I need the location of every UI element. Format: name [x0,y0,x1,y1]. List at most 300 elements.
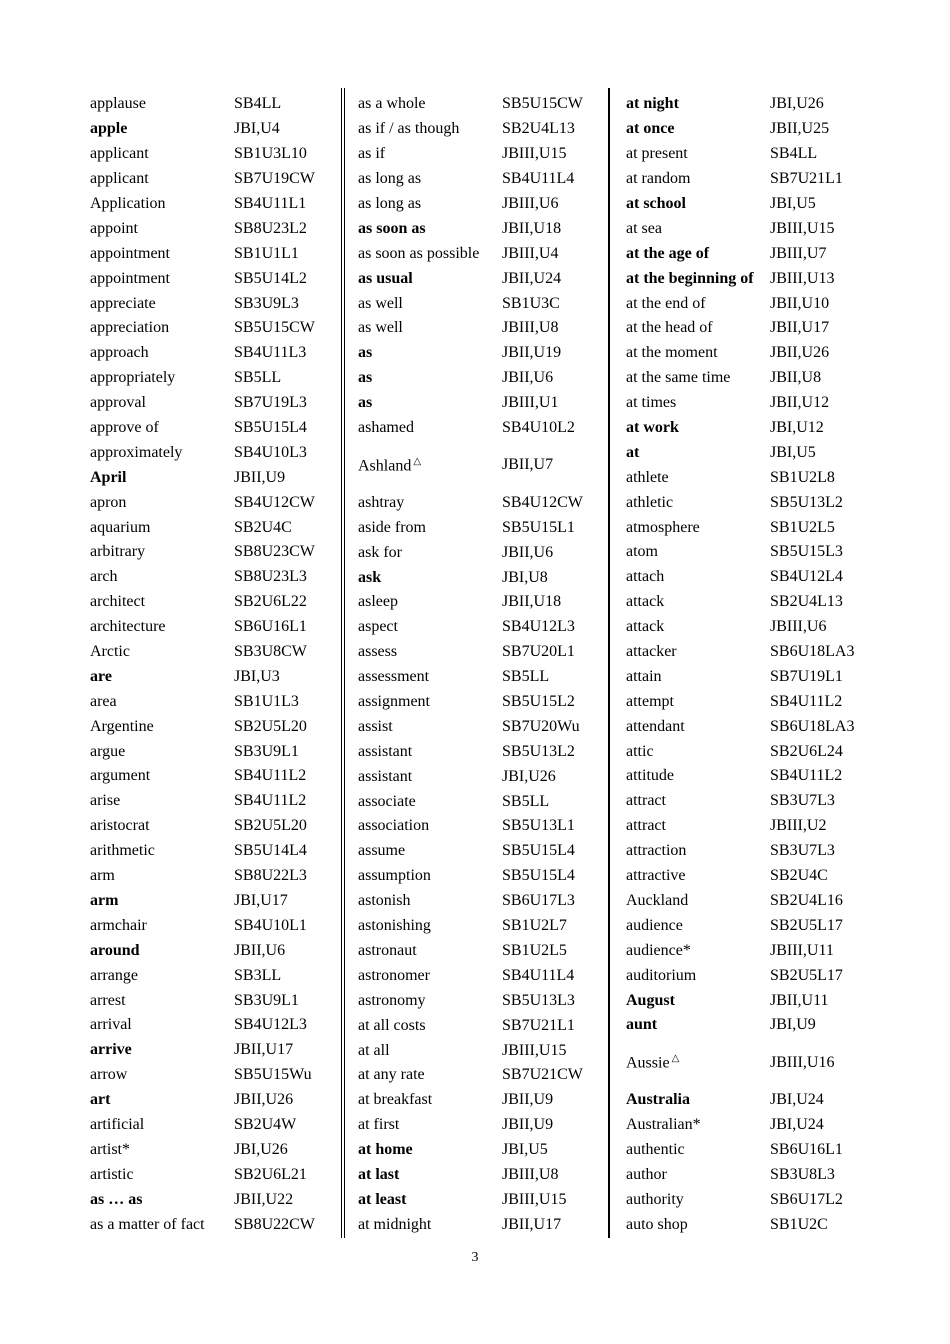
vocab-entry [90,117,335,142]
vocab-code: JBII,U6 [502,369,554,387]
vocab-code: JBI,U24 [770,1116,824,1134]
vocab-entry [626,689,871,714]
vocab-code: JBI,U5 [770,195,816,212]
vocab-word: attraction [626,842,687,860]
vocab-word: as long as [358,195,422,212]
vocab-word: architect [90,593,146,611]
vocab-entry [90,1088,335,1113]
vocab-word: at sea [626,219,662,237]
vocab-code: JBIII,U8 [502,319,559,337]
vocab-word: applicant [90,145,149,163]
vocab-code: SB5U13L2 [502,742,575,760]
vocab-word: aspect [358,618,398,636]
vocab-code: SB4U11L2 [234,792,307,810]
vocab-word: as soon as possible [358,244,480,262]
vocab-code: JBIII,U11 [770,941,834,959]
page-number: 3 [471,1250,479,1265]
vocab-entry [90,1013,335,1038]
vocab-word: August [626,991,675,1009]
vocab-word: at the beginning of [626,269,754,287]
vocab-entry [90,1212,335,1237]
vocab-code: JBII,U7 [502,456,554,474]
vocab-word: at work [626,419,679,437]
vocab-word: as long as [358,170,422,188]
vocab-code: SB4U12L3 [502,618,575,636]
vocab-code: SB2U6L21 [234,1165,307,1183]
vocab-entry [358,1038,603,1063]
vocab-entry [90,366,335,391]
vocab-code: JBI,U26 [770,95,824,113]
vocab-code: JBII,U22 [234,1190,294,1208]
vocab-entry [626,540,871,565]
vocab-code: SB1U1L1 [234,244,299,262]
vocab-word: appointment [90,269,170,287]
vocab-entry [358,1187,603,1212]
vocab-code: SB5U15L1 [502,518,575,536]
vocab-word: arrow [90,1066,128,1084]
vocab-entry [358,814,603,839]
vocab-entry [626,1013,871,1038]
vocab-code: JBI,U4 [234,120,280,138]
vocab-word: attendant [626,717,685,735]
vocab-word: at least [358,1190,407,1208]
vocab-word: arm [90,867,115,885]
vocab-entry [626,241,871,266]
vocab-word: Ashland △ [358,455,422,475]
vocab-code: SB5U14L2 [234,269,307,287]
vocab-word: aristocrat [90,817,150,835]
vocab-word: arrival [90,1016,132,1034]
vocab-entry [626,515,871,540]
vocab-entry [358,963,603,988]
vocab-entry [90,889,335,914]
vocab-code: JBI,U5 [502,1141,548,1159]
vocab-code: SB1U2L5 [770,518,835,536]
vocab-word: appropriately [90,369,176,387]
vocab-code: SB8U22L3 [234,867,307,885]
vocab-word: as a matter of fact [90,1215,205,1233]
vocab-entry [90,167,335,192]
vocab-code: SB6U18LA3 [770,643,855,661]
vocab-word: arrest [90,991,126,1009]
vocab-entry [626,988,871,1013]
vocab-entry [358,739,603,764]
vocab-word: attractive [626,867,686,885]
vocab-word: argue [90,742,126,760]
vocab-code: JBI,U9 [770,1016,816,1034]
vocab-word: attitude [626,767,674,785]
vocab-word: applicant [90,170,149,188]
vocab-word: at night [626,95,679,113]
vocab-entry [626,291,871,316]
vocab-code: SB5U15L2 [502,693,575,711]
vocab-word: as if / as though [358,120,460,138]
vocab-code: SB3U9L1 [234,742,299,760]
vocab-code: JBIII,U2 [770,817,827,835]
vocab-entry [90,789,335,814]
vocab-entry [626,789,871,814]
vocab-code: SB1U2L5 [502,941,567,959]
column-1 [90,92,335,1237]
vocab-code: JBII,U18 [502,219,562,237]
vocab-code: SB7U20Wu [502,717,580,735]
column-separator-single [608,88,610,1238]
vocab-word: Application [90,195,166,212]
vocab-word: author [626,1165,667,1183]
vocab-code: SB6U17L3 [502,892,575,910]
vocab-code: SB4U11L3 [234,344,307,362]
vocab-code: SB5U14L4 [234,842,307,860]
vocab-word: approach [90,344,149,362]
vocab-entry [626,963,871,988]
vocab-code: JBII,U17 [234,1041,294,1059]
vocab-word: arrive [90,1041,132,1059]
vocab-word: authentic [626,1141,685,1159]
vocab-word: approval [90,394,146,412]
vocab-entry [626,615,871,640]
triangle-mark-icon: △ [413,455,422,467]
vocab-word: Aussie △ [626,1053,680,1072]
vocab-word: asleep [358,593,398,611]
vocab-code: SB4U11L1 [234,195,307,212]
vocab-entry [626,92,871,117]
vocab-entry [90,440,335,465]
vocab-entry [90,465,335,490]
vocab-entry [626,565,871,590]
vocab-code: SB5U13L1 [502,817,575,835]
vocab-word: aunt [626,1016,658,1034]
vocab-word: artificial [90,1115,145,1133]
vocab-word: ask for [358,543,402,561]
vocab-code: SB2U6L24 [770,742,843,760]
vocab-entry [626,1138,871,1163]
vocab-code: SB1U3C [502,294,560,312]
vocab-code: JBII,U25 [770,120,830,138]
vocab-entry [358,1212,603,1237]
vocab-entry [626,1163,871,1188]
vocab-word: at the age of [626,244,710,262]
vocab-entry [626,117,871,142]
vocab-code: JBIII,U6 [502,195,559,212]
vocab-code: JBIII,U15 [770,219,835,237]
vocab-code: SB6U16L1 [234,618,307,636]
vocab-code: JBII,U18 [502,593,562,611]
vocab-code: SB5LL [502,792,550,810]
vocab-word: at any rate [358,1066,425,1084]
vocab-entry [90,1187,335,1212]
vocab-word: audience [626,916,683,934]
vocab-code: SB5U13L3 [502,991,575,1009]
vocab-word: at random [626,170,691,188]
vocab-entry [90,1038,335,1063]
vocab-code: SB5LL [502,668,550,686]
vocab-word: as soon as [358,219,426,237]
vocab-word: assessment [358,668,430,686]
vocab-entry [358,1088,603,1113]
vocab-word: astonish [358,892,411,910]
vocab-entry [626,465,871,490]
vocab-code: SB6U18LA3 [770,717,855,735]
vocab-entry [90,565,335,590]
vocab-code: SB2U6L22 [234,593,307,611]
vocab-code: SB8U23L2 [234,219,307,237]
vocab-word: attain [626,667,662,685]
vocab-code: JBII,U24 [502,269,562,287]
vocab-code: SB4LL [770,145,818,163]
vocab-word: at once [626,120,675,138]
vocab-entry [90,938,335,963]
vocab-word: assistant [358,742,413,760]
vocab-word: attract [626,792,666,810]
vocab-entry [358,939,603,964]
vocab-word: are [90,667,112,685]
vocab-code: SB4U11L2 [770,692,843,710]
vocab-entry [358,640,603,665]
vocab-entry [90,1162,335,1187]
vocab-word: assistant [358,767,413,785]
vocab-entry [626,216,871,241]
vocab-word: artist* [90,1140,130,1158]
vocab-word: at the head of [626,319,713,337]
vocab-word: as well [358,319,403,337]
vocab-word: as a whole [358,95,426,113]
vocab-entry [626,266,871,291]
vocab-entry [358,540,603,565]
vocab-word: Australian* [626,1116,701,1134]
vocab-word: as usual [358,269,413,287]
vocab-word: at present [626,145,688,163]
vocab-entry [358,241,603,266]
vocab-entry [358,167,603,192]
vocab-code: JBII,U26 [234,1091,294,1109]
vocab-word: assumption [358,867,431,885]
vocab-code: SB4U10L3 [234,443,307,461]
vocab-code: SB5U15L4 [234,419,307,437]
vocab-entry [358,690,603,715]
vocab-word: approximately [90,443,183,461]
vocab-entry [358,266,603,291]
vocab-entry [90,664,335,689]
vocab-entry [626,316,871,341]
vocab-entry [90,814,335,839]
vocab-word: at midnight [358,1215,432,1233]
vocab-entry [358,988,603,1013]
vocab-word: attack [626,618,665,636]
vocab-word: appreciate [90,294,156,312]
vocab-word: architecture [90,618,166,636]
vocab-entry [90,266,335,291]
vocab-word: art [90,1091,111,1109]
vocab-entry [90,615,335,640]
vocab-word: arch [90,568,118,586]
vocab-code: SB2U4C [770,867,828,885]
vocab-code: SB4U10L2 [502,419,575,437]
vocab-entry [358,615,603,640]
vocab-word: at first [358,1116,400,1134]
vocab-entry [358,92,603,117]
vocab-entry [90,640,335,665]
vocab-code: SB8U23L3 [234,568,307,586]
vocab-entry [626,192,871,217]
vocab-entry [358,565,603,590]
vocab-entry [626,640,871,665]
vocab-word: Argentine [90,717,154,735]
vocab-entry [358,490,603,515]
vocab-code: SB5U15L4 [502,867,575,885]
vocab-word: aside from [358,518,426,536]
vocab-entry [90,1113,335,1138]
vocab-entry [626,864,871,889]
vocab-code: JBII,U6 [502,543,554,561]
vocab-word: apple [90,120,128,138]
vocab-code: JBI,U26 [234,1140,288,1158]
vocab-word: audience* [626,941,691,959]
vocab-entry [626,142,871,167]
vocab-code: SB2U4L13 [502,120,575,138]
vocab-word: auto shop [626,1215,688,1233]
vocab-code: SB4U11L4 [502,966,575,984]
vocab-word: April [90,468,127,486]
vocab-entry [626,913,871,938]
vocab-code: SB5U15CW [234,319,315,337]
vocab-code: JBII,U9 [502,1091,554,1109]
vocab-word: around [90,941,140,959]
vocab-entry [90,540,335,565]
vocab-entry [90,316,335,341]
vocab-word: at home [358,1141,413,1159]
vocab-code: SB3U7L3 [770,842,835,860]
vocab-entry [358,590,603,615]
vocab-word: assist [358,717,393,735]
vocab-word: armchair [90,916,147,934]
vocab-entry [358,192,603,217]
vocab-code: JBII,U6 [234,941,286,959]
vocab-entry [626,839,871,864]
vocab-word: athletic [626,493,674,511]
vocab-entry [90,291,335,316]
vocab-entry [90,689,335,714]
vocab-code: SB4U11L2 [770,767,843,785]
vocab-entry [90,92,335,117]
vocab-code: JBII,U8 [770,369,822,387]
vocab-code: SB2U4W [234,1115,297,1133]
vocab-word: aquarium [90,518,151,536]
vocab-code: JBIII,U6 [770,618,827,636]
vocab-word: at all [358,1041,390,1059]
vocab-word: atom [626,543,658,561]
vocab-code: SB5U15L3 [770,543,843,561]
vocab-word: attach [626,568,665,586]
vocab-entry [358,142,603,167]
vocab-entry [626,739,871,764]
vocab-word: Arctic [90,643,130,661]
vocab-word: authority [626,1190,684,1208]
vocab-entry [90,416,335,441]
vocab-entry [90,142,335,167]
vocab-code: SB4U12CW [234,493,315,511]
vocab-entry [358,515,603,540]
vocab-entry [626,714,871,739]
vocab-word: association [358,817,430,835]
vocab-code: JBI,U3 [234,667,280,685]
vocab-entry [90,590,335,615]
vocab-entry [358,789,603,814]
vocab-word: ashamed [358,419,414,437]
vocab-word: astonishing [358,917,431,935]
vocab-entry [626,1187,871,1212]
vocab-entry [626,1088,871,1113]
vocab-code: JBI,U24 [770,1091,824,1109]
vocab-code: SB3U8L3 [770,1165,835,1183]
vocab-code: JBII,U19 [502,344,562,362]
vocab-code: JBI,U12 [770,419,824,437]
vocab-code: JBI,U5 [770,443,816,461]
vocab-word: associate [358,792,416,810]
vocab-entry [90,714,335,739]
vocab-word: Australia [626,1091,690,1109]
vocab-word: area [90,692,117,710]
vocab-code: JBII,U17 [770,319,830,337]
vocab-entry [90,963,335,988]
vocab-code: JBIII,U16 [770,1053,835,1071]
vocab-word: arbitrary [90,543,146,561]
vocab-entry [358,864,603,889]
vocab-entry [90,341,335,366]
vocab-entry [358,665,603,690]
vocab-code: SB2U5L20 [234,717,307,735]
vocab-code: SB7U19L1 [770,667,843,685]
vocab-entry [626,416,871,441]
vocab-code: SB7U20L1 [502,643,575,661]
vocab-word: attack [626,593,665,611]
column-separator-double [341,88,345,1238]
vocab-code: JBII,U11 [770,991,829,1009]
vocab-code: SB8U22CW [234,1215,315,1233]
vocab-word: as [358,344,373,362]
vocab-code: SB1U3L10 [234,145,307,163]
vocab-code: JBII,U26 [770,344,830,362]
vocab-code: SB2U4L16 [770,891,843,909]
vocab-code: JBII,U12 [770,394,830,412]
vocab-word: assume [358,842,406,860]
vocab-code: SB3LL [234,966,282,984]
vocab-word: approve of [90,419,159,437]
vocab-word: astronaut [358,941,417,959]
vocab-code: SB4U12CW [502,493,583,511]
vocab-word: at the moment [626,344,718,362]
vocab-entry [626,889,871,914]
vocab-entry [626,167,871,192]
vocab-word: apron [90,493,127,511]
vocab-entry [626,590,871,615]
vocab-entry [90,241,335,266]
vocab-entry [358,1138,603,1163]
vocab-word: artistic [90,1165,134,1183]
triangle-mark-icon: △ [671,1053,680,1065]
vocab-entry [358,216,603,241]
vocab-code: JBIII,U15 [502,145,567,163]
vocab-code: SB7U21L1 [502,1016,575,1034]
vocab-code: SB5LL [234,369,282,387]
vocab-code: JBIII,U1 [502,394,559,412]
vocab-word: at breakfast [358,1091,433,1109]
vocab-code: SB4U10L1 [234,916,307,934]
vocab-entry [358,889,603,914]
vocab-code: SB4U11L4 [502,170,575,188]
vocab-code: SB6U17L2 [770,1190,843,1208]
vocab-code: JBI,U17 [234,891,288,909]
vocab-entry [358,316,603,341]
